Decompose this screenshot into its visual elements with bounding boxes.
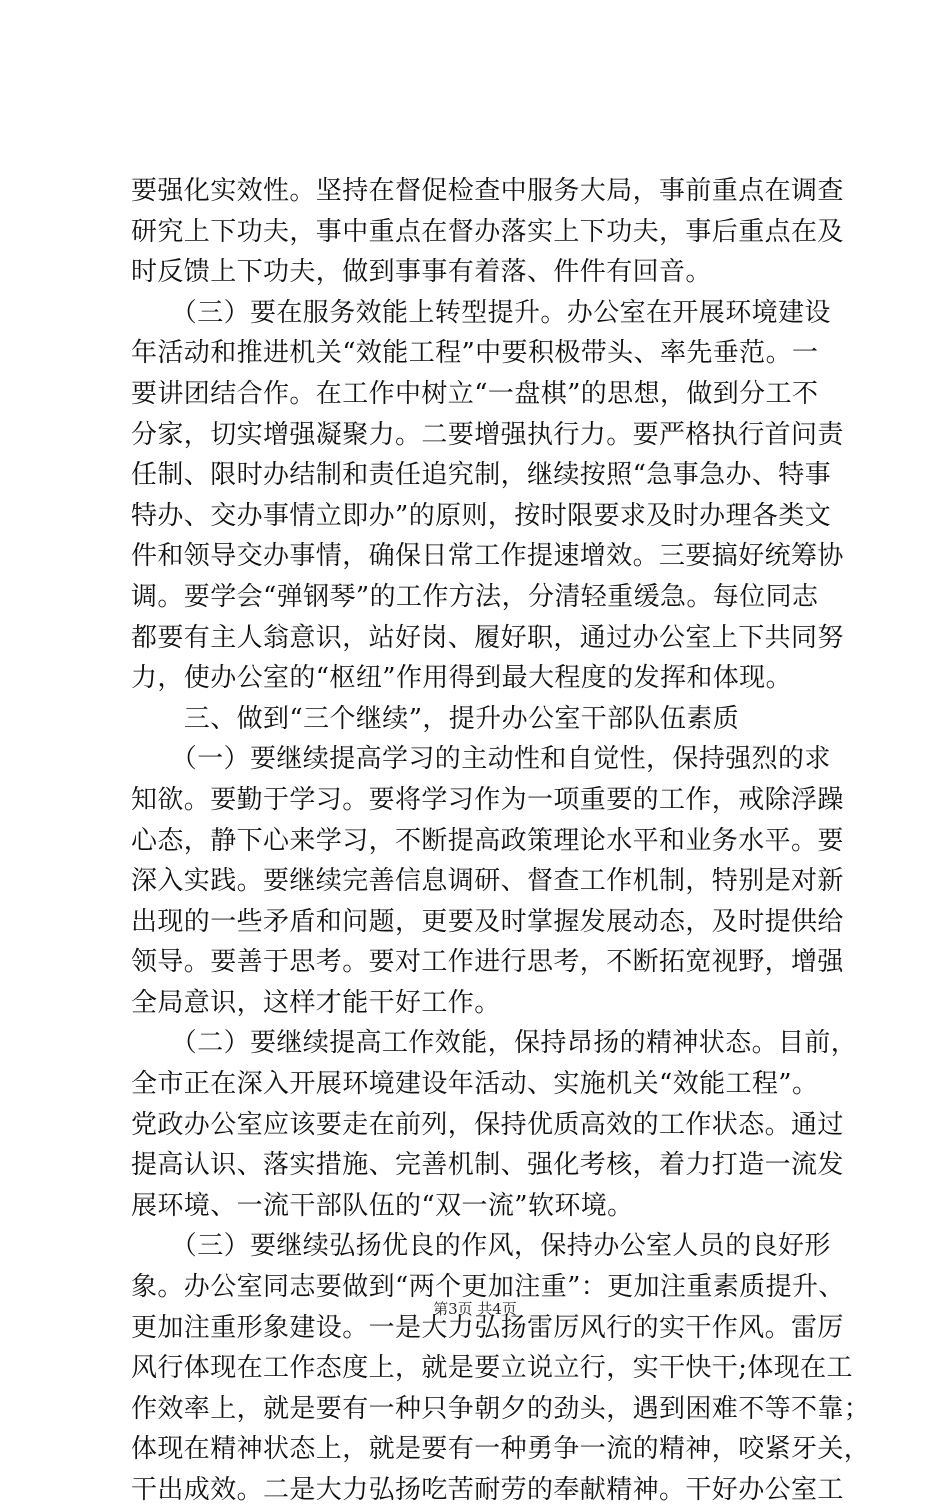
text-line: 展环境、一流干部队伍的“双一流”软环境。 (131, 1190, 634, 1221)
text-line: 任制、限时办结制和责任追究制，继续按照“急事急办、特事 (131, 460, 832, 491)
text-line: 风行体现在工作态度上，就是要立说立行，实干快干;体现在工 (131, 1353, 853, 1384)
text-line: （三）要继续弘扬优良的作风，保持办公室人员的良好形 (131, 1231, 831, 1262)
text-line: 分家，切实增强凝聚力。二要增强执行力。要严格执行首问责 (131, 419, 844, 450)
text-line: 力，使办公室的“枢纽”作用得到最大程度的发挥和体现。 (131, 663, 792, 694)
text-line: 调。要学会“弹钢琴”的工作方法，分清轻重缓急。每位同志 (131, 581, 819, 612)
text-line: 象。办公室同志要做到“两个更加注重”：更加注重素质提升、 (131, 1272, 845, 1303)
text-line: （一）要继续提高学习的主动性和自觉性，保持强烈的求 (131, 744, 831, 775)
text-line: 都要有主人翁意识，站好岗、履好职，通过办公室上下共同努 (131, 622, 844, 653)
text-line: （三）要在服务效能上转型提升。办公室在开展环境建设 (131, 297, 831, 328)
text-line: 知欲。要勤于学习。要将学习作为一项重要的工作，戒除浮躁 (131, 784, 844, 815)
section-heading: 三、做到“三个继续”，提升办公室干部队伍素质 (131, 703, 740, 734)
text-line: 时反馈上下功夫，做到事事有着落、件件有回音。 (131, 257, 712, 288)
text-line: 作效率上，就是要有一种只争朝夕的劲头，遇到困难不等不靠； (131, 1393, 871, 1424)
text-line: 体现在精神状态上，就是要有一种勇争一流的精神，咬紧牙关， (131, 1434, 871, 1465)
text-line: 研究上下功夫，事中重点在督办落实上下功夫，事后重点在及 (131, 216, 844, 247)
text-line: 特办、交办事情立即办”的原则，按时限要求及时办理各类文 (131, 500, 832, 531)
text-line: 党政办公室应该要走在前列，保持优质高效的工作状态。通过 (131, 1109, 844, 1140)
text-line: 件和领导交办事情，确保日常工作提速增效。三要搞好统筹协 (131, 541, 844, 572)
text-line: 全市正在深入开展环境建设年活动、实施机关“效能工程”。 (131, 1069, 819, 1100)
text-line: 心态，静下心来学习，不断提高政策理论水平和业务水平。要 (131, 825, 844, 856)
text-line: 出现的一些矛盾和问题，更要及时掌握发展动态，及时提供给 (131, 906, 844, 937)
page-number-footer: 第3页 共4页 (433, 1300, 517, 1318)
text-line: 要强化实效性。坚持在督促检查中服务大局，事前重点在调查 (131, 176, 844, 206)
text-line: （二）要继续提高工作效能，保持昂扬的精神状态。目前， (131, 1028, 858, 1059)
text-line: 年活动和推进机关“效能工程”中要积极带头、率先垂范。一 (131, 338, 819, 369)
text-line: 更加注重形象建设。一是大力弘扬雷厉风行的实干作风。雷厉 (131, 1312, 844, 1343)
text-line: 干出成效。二是大力弘扬吃苦耐劳的奉献精神。干好办公室工 (131, 1475, 844, 1505)
text-line: 全局意识，这样才能干好工作。 (131, 987, 501, 1018)
text-line: 深入实践。要继续完善信息调研、督查工作机制，特别是对新 (131, 866, 844, 897)
text-line: 提高认识、落实措施、完善机制、强化考核，着力打造一流发 (131, 1150, 844, 1181)
text-line: 领导。要善于思考。要对工作进行思考，不断拓宽视野，增强 (131, 947, 844, 978)
text-line: 要讲团结合作。在工作中树立“一盘棋”的思想，做到分工不 (131, 378, 819, 409)
